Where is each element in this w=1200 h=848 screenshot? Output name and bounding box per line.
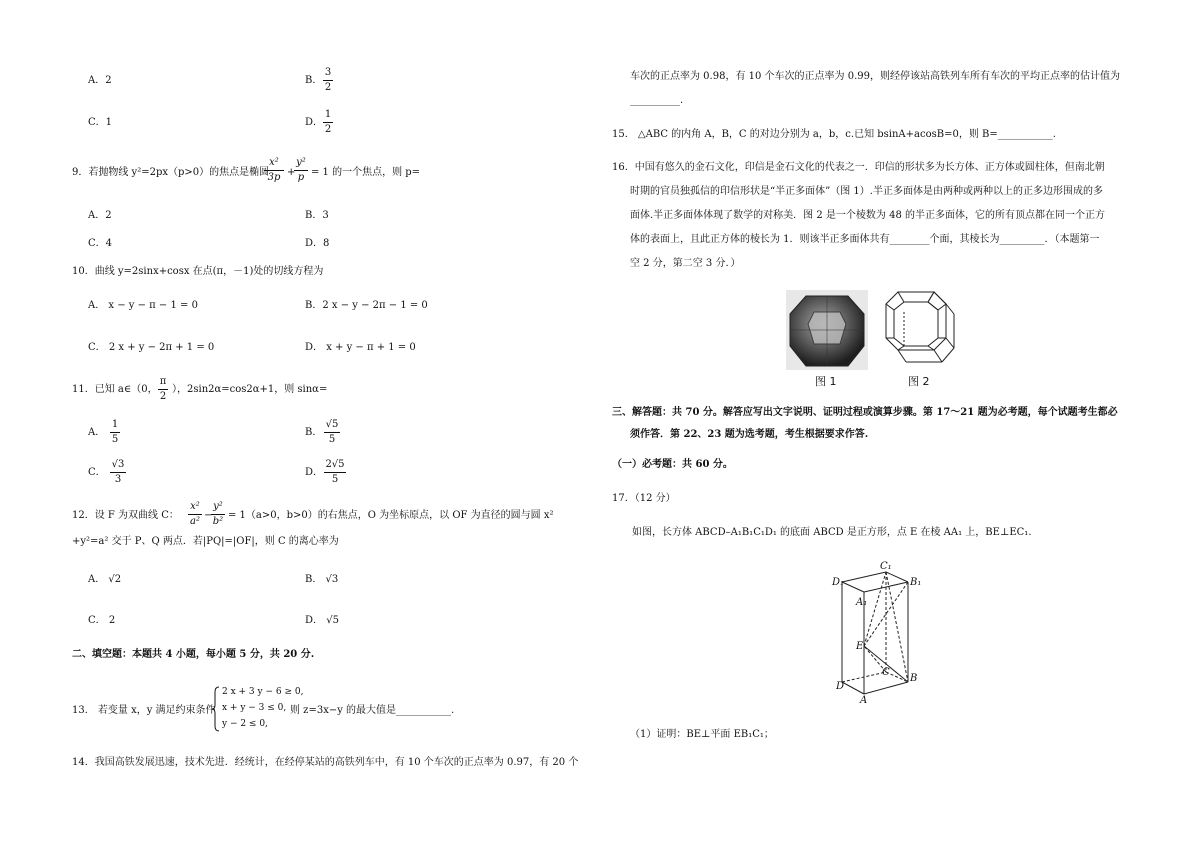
q8-option-d-fraction: 1 2 xyxy=(324,109,332,135)
q8-option-c: C．1 xyxy=(88,117,113,128)
label-d1: D₁ xyxy=(832,577,845,588)
label-d: D xyxy=(836,681,845,692)
q17-header: 17．（12 分） xyxy=(612,493,676,504)
q9-option-b: B．3 xyxy=(305,210,329,221)
q17-part-1: （1）证明：BE⊥平面 EB₁C₁； xyxy=(630,729,774,740)
label-e: E xyxy=(856,641,864,652)
q11-option-d-fraction: 2√5 5 xyxy=(325,459,345,485)
q12-stem-line2: +y²=a² 交于 P、Q 两点．若|PQ|=|OF|，则 C 的离心率为 xyxy=(72,536,339,547)
q11-option-b: B． xyxy=(305,427,323,438)
section-solutions-line-1: 三、解答题：共 70 分。解答应写出文字说明、证明过程或演算步骤。第 17～21 题为必考题，每个试题考生都必 xyxy=(612,407,1118,418)
q13-constraint-3: y − 2 ≤ 0, xyxy=(222,719,268,729)
q14-answer-blank: __________. xyxy=(630,95,684,106)
q15-stem: 15． △ABC 的内角 A，B，C 的对边分别为 a，b，c.已知 bsinA+acosB=0，则 B=___________. xyxy=(612,129,1056,140)
q12-stem: 12．设 F 为双曲线 C： xyxy=(72,510,179,521)
q12-fraction-1: x² a² xyxy=(188,502,202,527)
q16-line-3: 面体.半正多面体体现了数学的对称美．图 2 是一个棱数为 48 的半正多面体，它的所有顶点都在同一个正方 xyxy=(630,210,1105,221)
q8-option-d: D． xyxy=(305,117,324,128)
q16-line-1: 16．中国有悠久的金石文化，印信是金石文化的代表之一．印信的形状多为长方体、正方体或圆柱体，但南北朝 xyxy=(612,162,1105,173)
q10-option-d: D． x + y − π + 1 = 0 xyxy=(305,342,416,353)
q12-minus: − xyxy=(204,510,213,521)
q9-option-d: D．8 xyxy=(305,238,330,249)
q9-stem-end: = 1 的一个焦点，则 p= xyxy=(311,167,421,178)
q10-option-c: C． 2 x + y − 2π + 1 = 0 xyxy=(88,342,215,353)
q13-stem: 13． 若变量 x，y 满足约束条件 xyxy=(72,705,216,716)
section-required-title: （一）必考题：共 60 分。 xyxy=(612,459,733,470)
q17-stem: 如图，长方体 ABCD–A₁B₁C₁D₁ 的底面 ABCD 是正方形，点 E 在棱 AA₁ 上，BE⊥EC₁. xyxy=(632,527,1032,538)
label-c1: C₁ xyxy=(880,561,892,572)
q14-stem: 14．我国高铁发展迅速，技术先进．经统计，在经停某站的高铁列车中，有 10 个车次的正点率为 0.97，有 20 个 xyxy=(72,757,579,768)
q13-constraint-1: 2 x + 3 y − 6 ≥ 0, xyxy=(222,687,304,697)
section-fill-in-title: 二、填空题：本题共 4 小题，每小题 5 分，共 20 分. xyxy=(72,649,315,660)
q12-option-a: A． √2 xyxy=(88,574,122,585)
q12-option-d: D． √5 xyxy=(305,615,339,626)
label-b: B xyxy=(910,673,918,684)
q13-constraint-2: x + y − 3 ≤ 0, xyxy=(222,703,287,713)
q11-fraction: π 2 xyxy=(159,376,167,402)
q9-stem: 9．若抛物线 y²=2px（p>0）的焦点是椭圆 xyxy=(72,167,270,178)
q16-line-2: 时期的官员独孤信的印信形状是“半正多面体”（图 1）.半正多面体是由两种或两种以上的正多边形围成的多 xyxy=(630,186,1103,197)
q13-stem-end: 则 z=3x−y 的最大值是___________. xyxy=(290,705,455,716)
q9-option-c: C．4 xyxy=(88,238,113,249)
q11-option-c-fraction: √3 3 xyxy=(111,459,125,485)
q12-option-c: C． 2 xyxy=(88,615,116,626)
q10-stem: 10．曲线 y=2sinx+cosx 在点(π，－1)处的切线方程为 xyxy=(72,266,324,277)
label-b1: B₁ xyxy=(910,577,922,588)
seal-photo-figure xyxy=(786,290,868,370)
q13-brace xyxy=(212,686,220,732)
q11-option-b-fraction: √5 5 xyxy=(325,419,339,445)
q9-fraction-1: x² 3p xyxy=(264,158,284,183)
figure-1-caption: 图 1 xyxy=(815,375,837,388)
figure-2-caption: 图 2 xyxy=(908,375,930,388)
q12-option-b: B． √3 xyxy=(305,574,339,585)
q9-fraction-2: y² p xyxy=(294,158,308,183)
label-c: C xyxy=(882,667,890,678)
q9-plus: + xyxy=(287,167,296,178)
label-a1: A₁ xyxy=(856,597,868,608)
q11-option-d: D． xyxy=(305,467,324,478)
q16-line-4: 体的表面上，且此正方体的棱长为 1．则该半正多面体共有________个面，其棱长为_________．（本题第一 xyxy=(630,234,1100,245)
section-solutions-line-2: 须作答．第 22、23 题为选考题，考生根据要求作答. xyxy=(630,429,869,440)
q10-option-a: A． x − y − π − 1 = 0 xyxy=(88,300,198,311)
label-a: A xyxy=(860,695,868,706)
q11-option-a: A． xyxy=(88,427,106,438)
q8-option-a: A．2 xyxy=(88,75,112,86)
q11-option-a-fraction: 1 5 xyxy=(111,419,119,445)
q8-option-b: B． xyxy=(305,75,323,86)
polyhedron-figure xyxy=(876,288,962,372)
q11-stem-end: ），2sin2α=cos2α+1，则 sinα= xyxy=(172,384,328,395)
q12-fraction-2: y² b² xyxy=(212,501,224,527)
q10-option-b: B．2 x − y − 2π − 1 = 0 xyxy=(305,300,428,311)
q16-line-5: 空 2 分，第二空 3 分．） xyxy=(630,258,741,269)
q11-stem: 11．已知 a∈（0， xyxy=(72,384,158,395)
q8-option-b-fraction: 3 2 xyxy=(324,67,332,93)
q12-stem-end: = 1（a>0，b>0）的右焦点，O 为坐标原点，以 OF 为直径的圆与圆 x² xyxy=(228,510,554,521)
q9-option-a: A．2 xyxy=(88,210,112,221)
q14-continuation: 车次的正点率为 0.98，有 10 个车次的正点率为 0.99，则经停该站高铁列车所有车次的平均正点率的估计值为 xyxy=(630,71,1120,82)
q11-option-c: C． xyxy=(88,467,106,478)
